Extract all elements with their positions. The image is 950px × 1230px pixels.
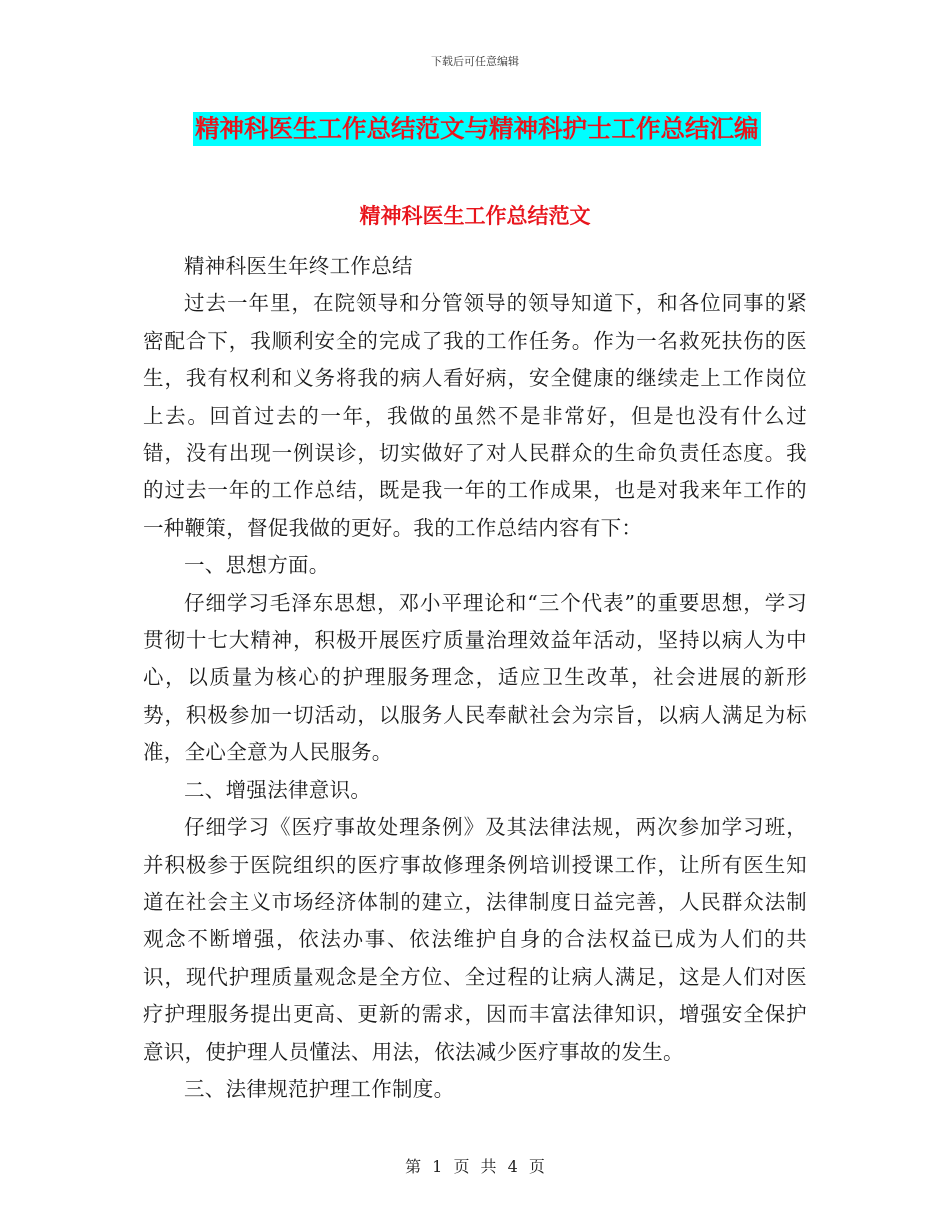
paragraph-intro: 过去一年里，在院领导和分管领导的领导知道下，和各位同事的紧密配合下，我顺利安全的完成了我的工作任务。作为一名救死扶伤的医生，我有权利和义务将我的病人看好病，安全健康的继续走上工作岗位上去。回首过去的一年，我做的虽然不是非常好，但是也没有什么过错，没有出现一例误诊，切实做好了对人民群众的生命负责任态度。我的过去一年的工作总结，既是我一年的工作成果，也是对我来年工作的一种鞭策，督促我做的更好。我的工作总结内容有下： <box>143 291 807 540</box>
section-heading-rules: 三、法律规范护理工作制度。 <box>184 1076 455 1101</box>
document-main-title: 精神科医生工作总结范文与精神科护士工作总结汇编 <box>193 112 761 146</box>
paragraph-thought: 仔细学习毛泽东思想，邓小平理论和“三个代表”的重要思想，学习贯彻十七大精神，积极开展医疗质量治理效益年活动，坚持以病人为中心，以质量为核心的护理服务理念，适应卫生改革，社会进展的新形势，积极参加一切活动，以服务人民奉献社会为宗旨，以病人满足为标准，全心全意为人民服务。 <box>143 590 807 765</box>
paragraph-heading: 精神科医生年终工作总结 <box>184 254 413 278</box>
page-number: 第 1 页 共 4 页 <box>405 1157 545 1176</box>
header-note: 下载后可任意编辑 <box>431 55 519 68</box>
document-body <box>143 248 807 1108</box>
document-sub-title: 精神科医生工作总结范文 <box>359 204 591 228</box>
section-heading-thought: 一、思想方面。 <box>184 553 330 578</box>
paragraph-law: 仔细学习《医疗事故处理条例》及其法律法规，两次参加学习班，并积极参于医院组织的医疗事故修理条例培训授课工作，让所有医生知道在社会主义市场经济体制的建立，法律制度日益完善，人民群众法制观念不断增强，依法办事、依法维护自身的合法权益已成为人们的共识，现代护理质量观念是全方位、全过程的让病人满足，这是人们对医疗护理服务提出更高、更新的需求，因而丰富法律知识，增强安全保护意识，使护理人员懂法、用法，依法减少医疗事故的发生。 <box>143 815 807 1064</box>
section-heading-law: 二、增强法律意识。 <box>184 777 372 802</box>
